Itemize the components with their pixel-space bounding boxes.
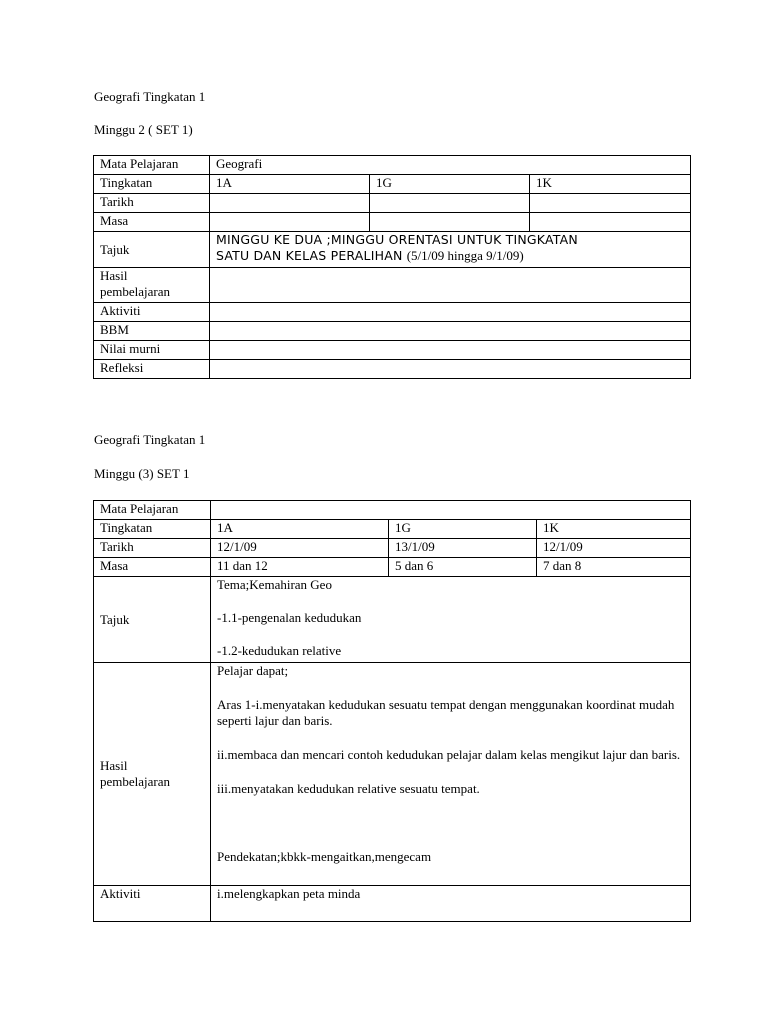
empty-cell xyxy=(210,322,691,341)
label-masa: Masa xyxy=(94,558,211,577)
tingkatan-1k: 1K xyxy=(537,520,691,539)
set2-table xyxy=(93,500,691,922)
tingkatan-1g: 1G xyxy=(389,520,537,539)
empty-cell xyxy=(210,341,691,360)
masa-1k: 7 dan 8 xyxy=(537,558,691,577)
hasil-label-1: Hasil xyxy=(100,758,128,773)
label-tingkatan: Tingkatan xyxy=(94,175,210,194)
hasil-iii: iii.menyatakan kedudukan relative sesuatu tempat. xyxy=(217,781,480,796)
label-hasil xyxy=(94,663,211,886)
table-row xyxy=(94,268,691,303)
value-tajuk xyxy=(210,232,691,268)
empty-cell xyxy=(210,268,691,303)
empty-cell xyxy=(210,213,370,232)
label-hasil xyxy=(94,268,210,303)
table-row xyxy=(94,303,691,322)
table-row xyxy=(94,360,691,379)
label-refleksi: Refleksi xyxy=(94,360,210,379)
tajuk-line-1: MINGGU KE DUA ;MINGGU ORENTASI UNTUK TINGKATAN xyxy=(216,232,578,247)
masa-1a: 11 dan 12 xyxy=(211,558,389,577)
tingkatan-1a: 1A xyxy=(210,175,370,194)
label-mata-pelajaran: Mata Pelajaran xyxy=(94,501,211,520)
value-hasil xyxy=(211,663,691,886)
empty-cell xyxy=(210,194,370,213)
value-mata-pelajaran: Geografi xyxy=(210,156,691,175)
table-row xyxy=(94,886,691,922)
label-tingkatan: Tingkatan xyxy=(94,520,211,539)
hasil-aras-1: Aras 1-i.menyatakan kedudukan sesuatu tempat dengan menggunakan koordinat mudah seperti lajur dan baris. xyxy=(217,697,675,728)
tingkatan-1g: 1G xyxy=(370,175,530,194)
tajuk-tema: Tema;Kemahiran Geo xyxy=(217,577,332,592)
tarikh-1g: 13/1/09 xyxy=(389,539,537,558)
table-row xyxy=(94,520,691,539)
empty-cell xyxy=(210,303,691,322)
label-masa: Masa xyxy=(94,213,210,232)
hasil-intro: Pelajar dapat; xyxy=(217,663,289,678)
tajuk-dates: (5/1/09 hingga 9/1/09) xyxy=(406,248,524,263)
label-aktiviti: Aktiviti xyxy=(94,886,211,922)
set1-heading: Geografi Tingkatan 1 xyxy=(94,89,206,104)
table-row xyxy=(94,232,691,268)
empty-cell xyxy=(530,213,691,232)
table-row xyxy=(94,322,691,341)
table-row xyxy=(94,663,691,886)
hasil-pendekatan: Pendekatan;kbkk-mengaitkan,mengecam xyxy=(217,849,432,864)
table-row xyxy=(94,558,691,577)
table-row xyxy=(94,175,691,194)
empty-cell xyxy=(530,194,691,213)
set1-week: Minggu 2 ( SET 1) xyxy=(94,122,193,137)
table-row xyxy=(94,577,691,663)
hasil-label-2: pembelajaran xyxy=(100,774,171,789)
table-row xyxy=(94,213,691,232)
hasil-label-2: pembelajaran xyxy=(100,284,171,299)
tajuk-1-2: -1.2-kedudukan relative xyxy=(217,643,342,658)
tingkatan-1a: 1A xyxy=(211,520,389,539)
empty-cell xyxy=(370,213,530,232)
table-row xyxy=(94,501,691,520)
label-nilai-murni: Nilai murni xyxy=(94,341,210,360)
table-row xyxy=(94,539,691,558)
table-row xyxy=(94,341,691,360)
set2-heading: Geografi Tingkatan 1 xyxy=(94,432,206,447)
label-bbm: BBM xyxy=(94,322,210,341)
label-tajuk: Tajuk xyxy=(94,232,210,268)
tajuk-line-2: SATU DAN KELAS PERALIHAN xyxy=(216,248,407,263)
label-aktiviti: Aktiviti xyxy=(94,303,210,322)
value-tajuk xyxy=(211,577,691,663)
hasil-ii: ii.membaca dan mencari contoh kedudukan pelajar dalam kelas mengikut lajur dan baris. xyxy=(217,747,681,762)
label-tarikh: Tarikh xyxy=(94,539,211,558)
label-tarikh: Tarikh xyxy=(94,194,210,213)
set2-week: Minggu (3) SET 1 xyxy=(94,466,190,481)
tajuk-1-1: -1.1-pengenalan kedudukan xyxy=(217,610,362,625)
label-tajuk: Tajuk xyxy=(94,577,211,663)
set1-table xyxy=(93,155,691,379)
empty-cell xyxy=(210,360,691,379)
tarikh-1a: 12/1/09 xyxy=(211,539,389,558)
tarikh-1k: 12/1/09 xyxy=(537,539,691,558)
table-row xyxy=(94,194,691,213)
tingkatan-1k: 1K xyxy=(530,175,691,194)
empty-cell xyxy=(370,194,530,213)
table-row xyxy=(94,156,691,175)
hasil-label-1: Hasil xyxy=(100,268,128,283)
label-mata-pelajaran: Mata Pelajaran xyxy=(94,156,210,175)
masa-1g: 5 dan 6 xyxy=(389,558,537,577)
value-aktiviti: i.melengkapkan peta minda xyxy=(211,886,691,922)
value-mata-pelajaran xyxy=(211,501,691,520)
